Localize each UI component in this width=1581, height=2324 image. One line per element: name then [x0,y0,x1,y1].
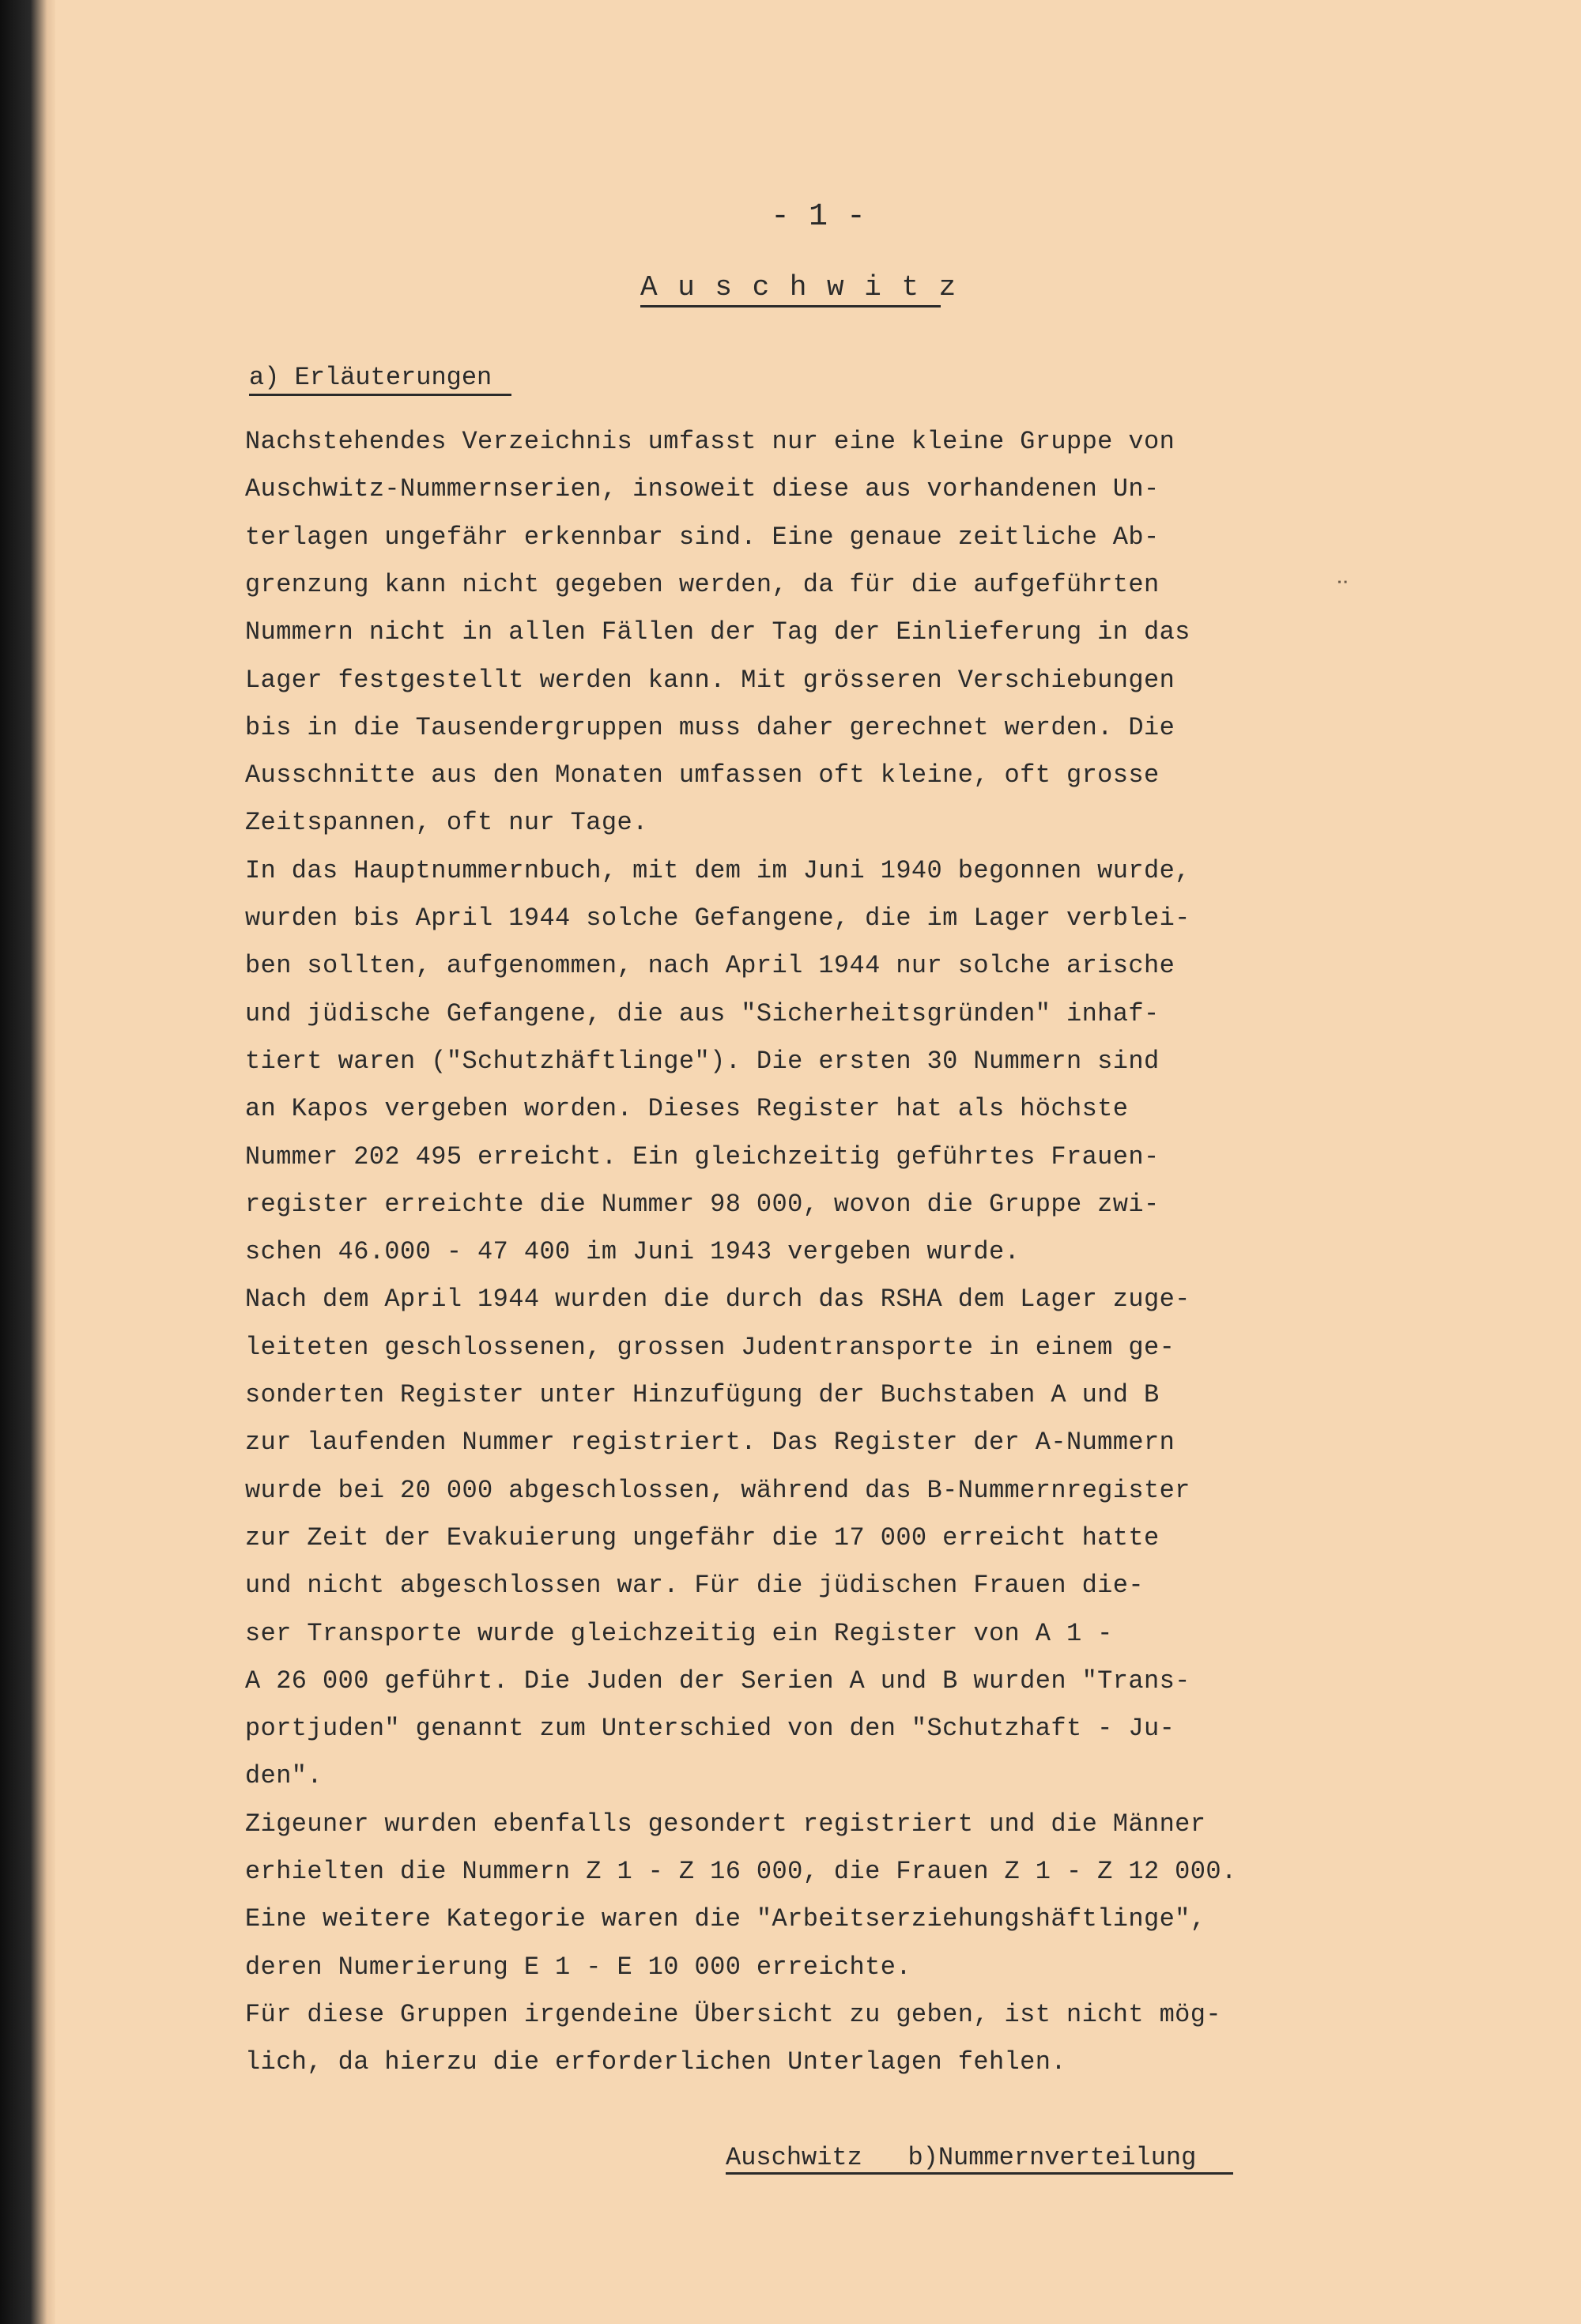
body-line: lich, da hierzu die erforderlichen Unterlagen fehlen. [245,2047,1066,2077]
body-line: terlagen ungefähr erkennbar sind. Eine genaue zeitliche Ab- [245,523,1160,552]
body-line: Ausschnitte aus den Monaten umfassen oft kleine, oft grosse [245,760,1160,790]
body-line: zur Zeit der Evakuierung ungefähr die 17 000 erreicht hatte [245,1523,1160,1552]
body-line: Zeitspannen, oft nur Tage. [245,808,648,837]
body-line: leiteten geschlossenen, grossen Judentransporte in einem ge- [245,1333,1175,1362]
body-line: und jüdische Gefangene, die aus "Sicherheitsgründen" inhaf- [245,999,1160,1028]
body-line: schen 46.000 - 47 400 im Juni 1943 vergeben wurde. [245,1237,1021,1266]
body-line: ben sollten, aufgenommen, nach April 1944 nur solche arische [245,951,1175,980]
body-line: grenzung kann nicht gegeben werden, da für die aufgeführten [245,570,1160,599]
body-line: bis in die Tausendergruppen muss daher gerechnet werden. Die [245,713,1175,742]
body-line: Nach dem April 1944 wurden die durch das RSHA dem Lager zuge- [245,1285,1190,1314]
body-line: und nicht abgeschlossen war. Für die jüdischen Frauen die- [245,1571,1144,1600]
body-line: Nummer 202 495 erreicht. Ein gleichzeitig geführtes Frauen- [245,1142,1160,1171]
body-line: den". [245,1761,323,1790]
body-line: A 26 000 geführt. Die Juden der Serien A und B wurden "Trans- [245,1666,1190,1696]
body-line: Nachstehendes Verzeichnis umfasst nur eine kleine Gruppe von [245,427,1175,456]
body-line: Nummern nicht in allen Fällen der Tag der Einlieferung in das [245,617,1190,647]
document-page [55,0,1581,2324]
body-line: In das Hauptnummernbuch, mit dem im Juni 1940 begonnen wurde, [245,856,1190,885]
body-line: Für diese Gruppen irgendeine Übersicht zu geben, ist nicht mög- [245,2000,1221,2029]
page-title: A u s c h w i t z [640,271,958,304]
body-line: zur laufenden Nummer registriert. Das Register der A-Nummern [245,1428,1175,1457]
footer-reference: Auschwitz b)Nummernverteilung [726,2143,1197,2172]
body-line: Zigeuner wurden ebenfalls gesondert registriert und die Männer [245,1809,1206,1839]
title-underline [640,305,941,307]
body-line: ser Transporte wurde gleichzeitig ein Register von A 1 - [245,1619,1113,1648]
body-line: tiert waren ("Schutzhäftlinge"). Die ersten 30 Nummern sind [245,1047,1160,1076]
body-line: portjuden" genannt zum Unterschied von den "Schutzhaft - Ju- [245,1714,1175,1743]
body-line: erhielten die Nummern Z 1 - Z 16 000, die Frauen Z 1 - Z 12 000. [245,1857,1237,1886]
body-line: register erreichte die Nummer 98 000, wovon die Gruppe zwi- [245,1190,1160,1219]
body-line: Auschwitz-Nummernserien, insoweit diese aus vorhandenen Un- [245,474,1160,504]
body-line: deren Numerierung E 1 - E 10 000 erreichte. [245,1952,911,1982]
body-line: an Kapos vergeben worden. Dieses Register hat als höchste [245,1094,1129,1123]
section-heading-underline [249,394,511,396]
body-line: wurden bis April 1944 solche Gefangene, die im Lager verblei- [245,904,1190,933]
body-line: Eine weitere Kategorie waren die "Arbeitserziehungshäftlinge", [245,1904,1206,1934]
body-line: wurde bei 20 000 abgeschlossen, während das B-Nummernregister [245,1476,1190,1505]
section-heading: a) Erläuterungen [249,363,492,392]
body-line: Lager festgestellt werden kann. Mit grösseren Verschiebungen [245,666,1175,695]
page-number: - 1 - [771,199,866,235]
margin-mark: ᐧᐧ [1336,572,1349,598]
footer-underline [726,2172,1233,2175]
binding-spine [0,0,55,2324]
body-line: sonderten Register unter Hinzufügung der Buchstaben A und B [245,1380,1160,1409]
